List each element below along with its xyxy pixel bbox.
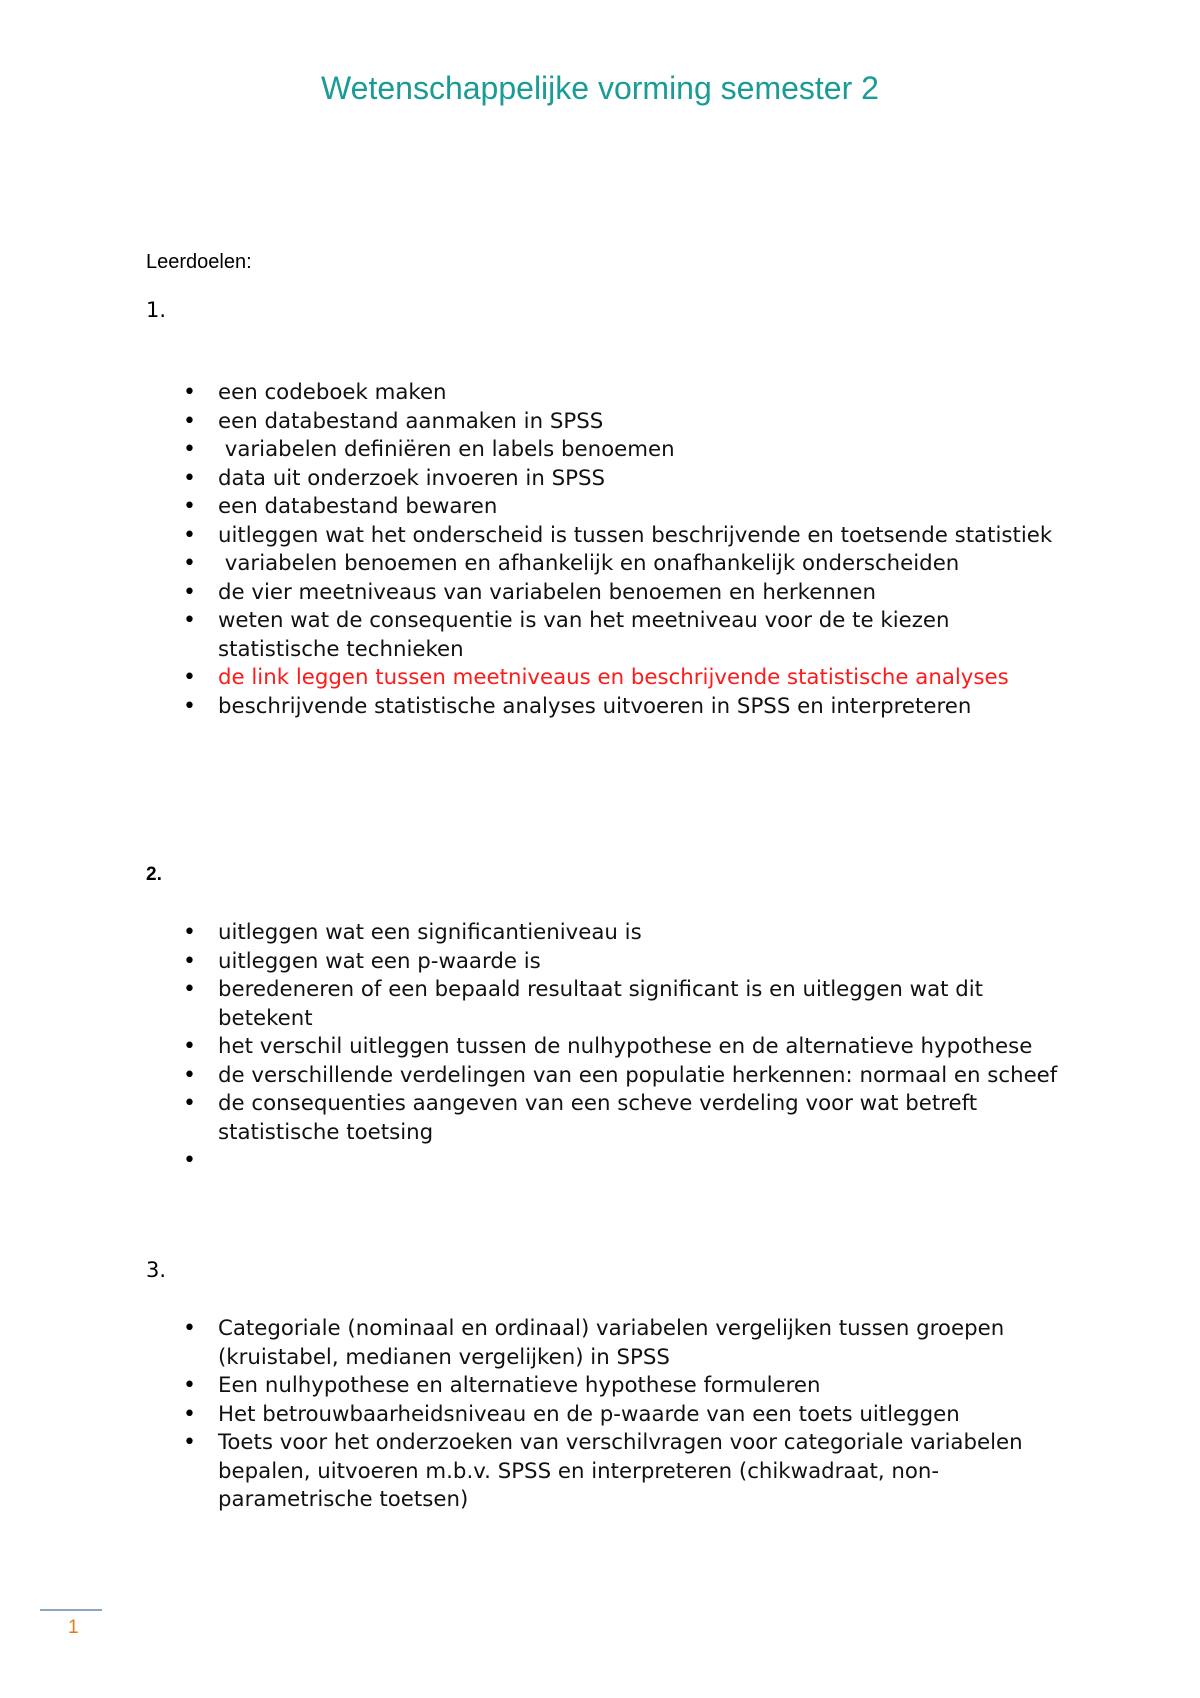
list-item xyxy=(0,919,1068,948)
bullet-icon: • xyxy=(183,1091,196,1116)
bullet-icon: • xyxy=(183,494,196,519)
list-item xyxy=(0,1429,1068,1515)
list-item-empty xyxy=(0,1147,1068,1176)
list-item-text: weten wat de consequentie is van het meetniveau voor de te kiezen statistische technieken xyxy=(218,608,950,662)
bullet-icon: • xyxy=(183,1430,196,1455)
bullet-icon: • xyxy=(183,380,196,405)
list-item xyxy=(0,1033,1068,1062)
list-item-text: een databestand bewaren xyxy=(218,494,498,519)
bullet-icon: • xyxy=(183,1373,196,1398)
bullet-icon: • xyxy=(183,693,196,719)
list-item-text: de link leggen tussen meetniveaus en beschrijvende statistische analyses xyxy=(218,665,1009,690)
bullet-icon: • xyxy=(183,465,196,491)
bullet-icon: • xyxy=(183,1034,196,1059)
list-item xyxy=(0,436,1068,465)
bullet-icon: • xyxy=(183,665,196,690)
list-item xyxy=(0,1090,1068,1147)
list-item-text: Een nulhypothese en alternatieve hypothese formuleren xyxy=(218,1373,821,1398)
list-item xyxy=(0,408,1068,437)
bullet-icon: • xyxy=(183,948,196,974)
list-item xyxy=(0,550,1068,579)
list-item-text: Het betrouwbaarheidsniveau en de p-waarde van een toets uitleggen xyxy=(218,1401,960,1427)
bullet-icon: • xyxy=(183,1316,196,1341)
list-item-highlighted xyxy=(0,664,1068,693)
page-number: 1 xyxy=(68,1617,79,1638)
list-item-text: data uit onderzoek invoeren in SPSS xyxy=(218,465,605,491)
list-item xyxy=(0,1401,1068,1430)
list-item xyxy=(0,522,1068,551)
list-item xyxy=(0,1062,1068,1091)
list-item xyxy=(0,493,1068,522)
list-item xyxy=(0,693,1068,722)
bullet-icon: • xyxy=(183,408,196,434)
section-number: 1. xyxy=(146,298,167,322)
bullet-icon: • xyxy=(183,1062,196,1088)
bullet-icon: • xyxy=(183,437,196,462)
bullet-icon: • xyxy=(183,551,196,576)
list-item xyxy=(0,1315,1068,1372)
list-item-text: beschrijvende statistische analyses uitvoeren in SPSS en interpreteren xyxy=(218,693,972,719)
list-item xyxy=(0,579,1068,608)
list-item-text: variabelen definiëren en labels benoemen xyxy=(218,437,675,462)
bullet-icon: • xyxy=(183,1401,196,1427)
list-item xyxy=(0,607,1068,664)
list-item-text: Categoriale (nominaal en ordinaal) variabelen vergelijken tussen groepen (kruistabel, medianen vergelijken) in SPSS xyxy=(218,1316,1005,1370)
goal-list xyxy=(0,919,1200,1176)
bullet-icon: • xyxy=(183,579,196,605)
list-item-text: de verschillende verdelingen van een populatie herkennen: normaal en scheef xyxy=(218,1062,1058,1088)
list-item-text: uitleggen wat een significantieniveau is xyxy=(218,920,642,945)
bullet-icon: • xyxy=(183,977,196,1002)
bullet-icon: • xyxy=(183,608,196,633)
bullet-icon: • xyxy=(183,522,196,548)
goal-list xyxy=(0,1315,1200,1515)
bullet-icon: • xyxy=(183,1148,196,1173)
list-item-text: een codeboek maken xyxy=(218,380,447,405)
footer-divider xyxy=(40,1609,102,1611)
list-item-text: variabelen benoemen en afhankelijk en onafhankelijk onderscheiden xyxy=(218,551,960,576)
goal-list xyxy=(0,379,1200,721)
list-item xyxy=(0,1372,1068,1401)
section-number: 3. xyxy=(146,1258,167,1282)
list-item-text: uitleggen wat het onderscheid is tussen beschrijvende en toetsende statistiek xyxy=(218,522,1053,548)
list-item-text: beredeneren of een bepaald resultaat significant is en uitleggen wat dit betekent xyxy=(218,977,984,1031)
list-item xyxy=(0,379,1068,408)
leerdoelen-heading: Leerdoelen: xyxy=(146,251,252,273)
list-item-text: de vier meetniveaus van variabelen benoemen en herkennen xyxy=(218,579,876,605)
list-item-text: Toets voor het onderzoeken van verschilvragen voor categoriale variabelen bepalen, uitvoeren m.b.v. SPSS en interpreteren (chikwadraat, non-parametrische toetsen) xyxy=(218,1430,1023,1512)
list-item-text: de consequenties aangeven van een scheve verdeling voor wat betreft statistische toetsing xyxy=(218,1091,978,1145)
list-item-text: het verschil uitleggen tussen de nulhypothese en de alternatieve hypothese xyxy=(218,1034,1033,1059)
list-item-text: een databestand aanmaken in SPSS xyxy=(218,408,604,434)
bullet-icon: • xyxy=(183,920,196,945)
list-item-text: uitleggen wat een p-waarde is xyxy=(218,948,541,974)
list-item xyxy=(0,948,1068,977)
section-number: 2. xyxy=(146,864,162,885)
list-item xyxy=(0,465,1068,494)
document-title: Wetenschappelijke vorming semester 2 xyxy=(321,70,879,106)
list-item xyxy=(0,976,1068,1033)
